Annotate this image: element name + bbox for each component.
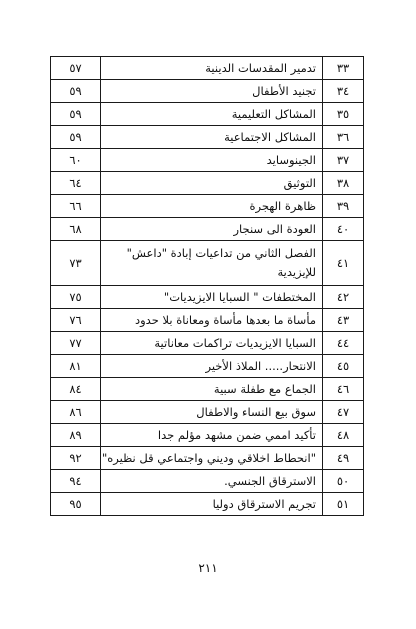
row-page: ٨٩ xyxy=(51,424,101,447)
row-title: الاسترقاق الجنسي. xyxy=(101,470,323,493)
row-number: ٣٥ xyxy=(323,103,364,126)
row-number: ٥٠ xyxy=(323,470,364,493)
row-page: ٥٩ xyxy=(51,103,101,126)
row-title: تدمير المقدسات الدينية xyxy=(101,57,323,80)
table-of-contents xyxy=(50,56,364,516)
row-number: ٣٧ xyxy=(323,149,364,172)
row-page: ٩٥ xyxy=(51,493,101,516)
row-number: ٤٨ xyxy=(323,424,364,447)
row-number: ٣٦ xyxy=(323,126,364,149)
toc-row xyxy=(51,80,364,103)
row-number: ٣٩ xyxy=(323,195,364,218)
toc-row xyxy=(51,103,364,126)
row-title: سوق بيع النساء والاطفال xyxy=(101,401,323,424)
toc-row xyxy=(51,195,364,218)
row-page: ٦٤ xyxy=(51,172,101,195)
row-number: ٣٤ xyxy=(323,80,364,103)
row-number: ٤٦ xyxy=(323,378,364,401)
row-page: ٦٠ xyxy=(51,149,101,172)
toc-row xyxy=(51,309,364,332)
row-title: "انحطاط اخلاقي وديني واجتماعي قل نظيره" xyxy=(101,447,323,470)
row-page: ٨١ xyxy=(51,355,101,378)
row-title: الفصل الثاني من تداعيات إبادة "داعش" للإيزيدية xyxy=(101,241,323,286)
toc-row xyxy=(51,126,364,149)
toc-row xyxy=(51,470,364,493)
row-number: ٥١ xyxy=(323,493,364,516)
row-number: ٣٨ xyxy=(323,172,364,195)
row-page: ٦٦ xyxy=(51,195,101,218)
row-number: ٤٠ xyxy=(323,218,364,241)
row-page: ٩٤ xyxy=(51,470,101,493)
toc-row xyxy=(51,57,364,80)
row-title: مأساة ما بعدها مأساة ومعاناة بلا حدود xyxy=(101,309,323,332)
row-title: تأكيد اممي ضمن مشهد مؤلم جدا xyxy=(101,424,323,447)
toc-row xyxy=(51,286,364,309)
toc-row xyxy=(51,172,364,195)
toc-row xyxy=(51,493,364,516)
row-number: ٤٧ xyxy=(323,401,364,424)
row-title: السبايا الايزيديات تراكمات معاناتية xyxy=(101,332,323,355)
row-title: ظاهرة الهجرة xyxy=(101,195,323,218)
row-number: ٤٥ xyxy=(323,355,364,378)
row-title: العودة الى سنجار xyxy=(101,218,323,241)
row-number: ٤١ xyxy=(323,241,364,286)
row-page: ٥٩ xyxy=(51,126,101,149)
toc-row xyxy=(51,218,364,241)
row-page: ٧٦ xyxy=(51,309,101,332)
row-number: ٤٢ xyxy=(323,286,364,309)
row-title: الانتحار..... الملاذ الأخير xyxy=(101,355,323,378)
row-title: الجماع مع طفلة سبية xyxy=(101,378,323,401)
toc-row xyxy=(51,424,364,447)
row-number: ٤٣ xyxy=(323,309,364,332)
row-title: تجنيد الأطفال xyxy=(101,80,323,103)
row-number: ٤٩ xyxy=(323,447,364,470)
row-page: ٥٩ xyxy=(51,80,101,103)
toc-row xyxy=(51,332,364,355)
row-title: المشاكل الاجتماعية xyxy=(101,126,323,149)
toc-row xyxy=(51,401,364,424)
row-page: ٨٤ xyxy=(51,378,101,401)
row-page: ٧٥ xyxy=(51,286,101,309)
toc-row xyxy=(51,241,364,286)
toc-row xyxy=(51,149,364,172)
row-page: ٦٨ xyxy=(51,218,101,241)
row-page: ٨٦ xyxy=(51,401,101,424)
page-number: ٢١١ xyxy=(198,561,218,575)
toc-row xyxy=(51,355,364,378)
row-number: ٤٤ xyxy=(323,332,364,355)
row-page: ٧٣ xyxy=(51,241,101,286)
toc-row xyxy=(51,378,364,401)
row-title: تجريم الاسترقاق دوليا xyxy=(101,493,323,516)
toc-row xyxy=(51,447,364,470)
row-title: الجينوسايد xyxy=(101,149,323,172)
row-title: المختطفات " السبايا الايزيديات" xyxy=(101,286,323,309)
row-page: ٥٧ xyxy=(51,57,101,80)
row-title: المشاكل التعليمية xyxy=(101,103,323,126)
row-page: ٧٧ xyxy=(51,332,101,355)
row-number: ٣٣ xyxy=(323,57,364,80)
row-page: ٩٢ xyxy=(51,447,101,470)
row-title: التوثيق xyxy=(101,172,323,195)
